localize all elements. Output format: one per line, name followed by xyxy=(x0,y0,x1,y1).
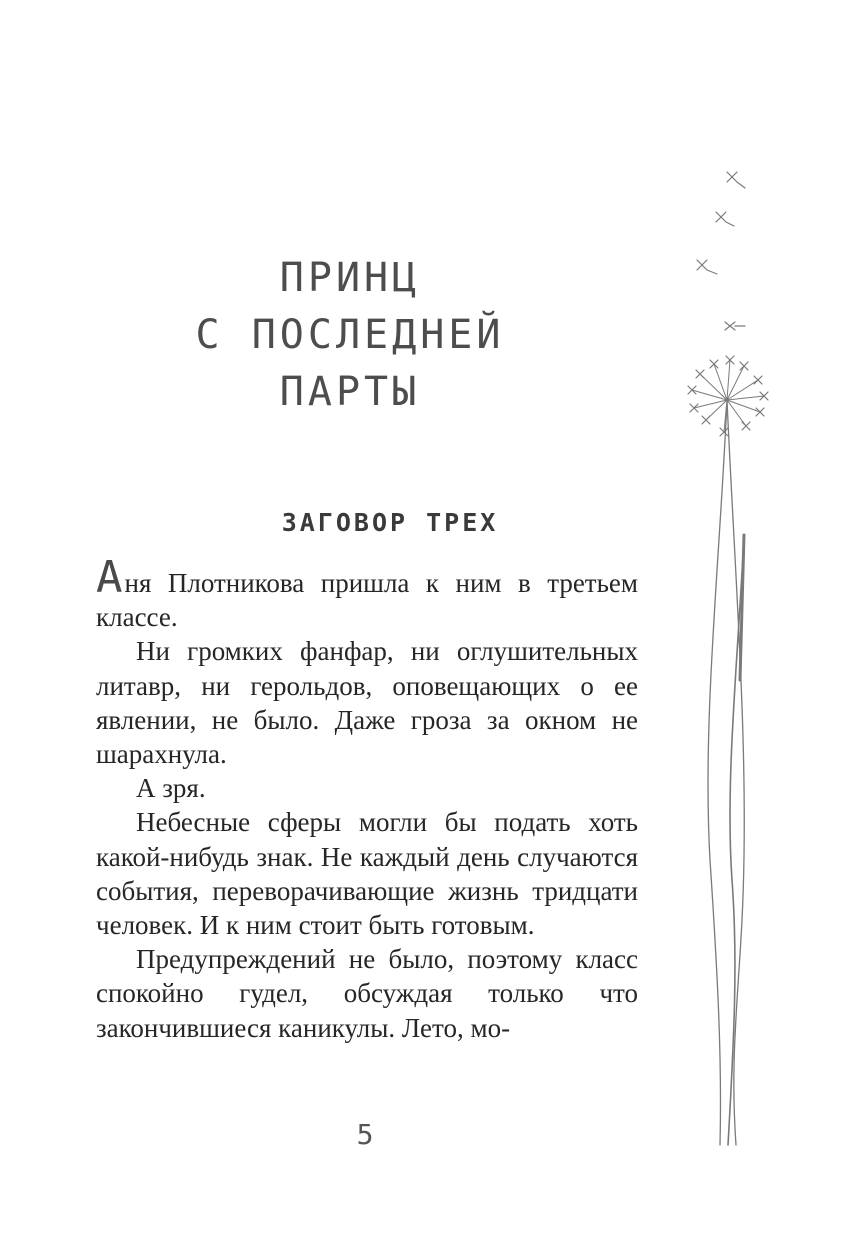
section-title: ЗАГОВОР ТРЕХ xyxy=(281,508,499,537)
dandelion-illustration xyxy=(680,160,790,1150)
stem-left xyxy=(708,400,727,1145)
page-number: 5 xyxy=(356,1118,374,1151)
body-text xyxy=(96,552,638,1045)
chapter-title xyxy=(160,250,540,421)
drop-cap: А xyxy=(96,552,123,603)
paragraph-4: Небесные сферы могли бы подать хоть какой-нибудь знак. Не каждый день случаются события, переворачивающие жизнь тридцати человек. И к ним стоит быть готовым. xyxy=(96,807,638,941)
paragraph-1-text: ня Плотникова пришла к ним в третьем классе. xyxy=(96,568,638,633)
chapter-title-line-3: ПАРТЫ xyxy=(279,369,421,415)
paragraph-2: Ни громких фанфар, ни оглушительных литавр, ни герольдов, оповещающих о ее явлении, не было. Даже гроза за окном не шарахнула. xyxy=(96,636,638,770)
paragraph-5: Предупреждений не было, поэтому класс спокойно гудел, обсуждая только что закончившиеся каникулы. Лето, мо- xyxy=(96,944,638,1043)
grass-blade-2 xyxy=(740,535,744,680)
paragraph-1 xyxy=(96,552,638,634)
stem-right xyxy=(727,400,744,1145)
chapter-title-line-1: ПРИНЦ xyxy=(279,255,421,301)
floating-seeds xyxy=(697,172,745,330)
paragraph-3: А зря. xyxy=(136,773,206,804)
chapter-title-line-2: С ПОСЛЕДНЕЙ xyxy=(195,312,505,358)
